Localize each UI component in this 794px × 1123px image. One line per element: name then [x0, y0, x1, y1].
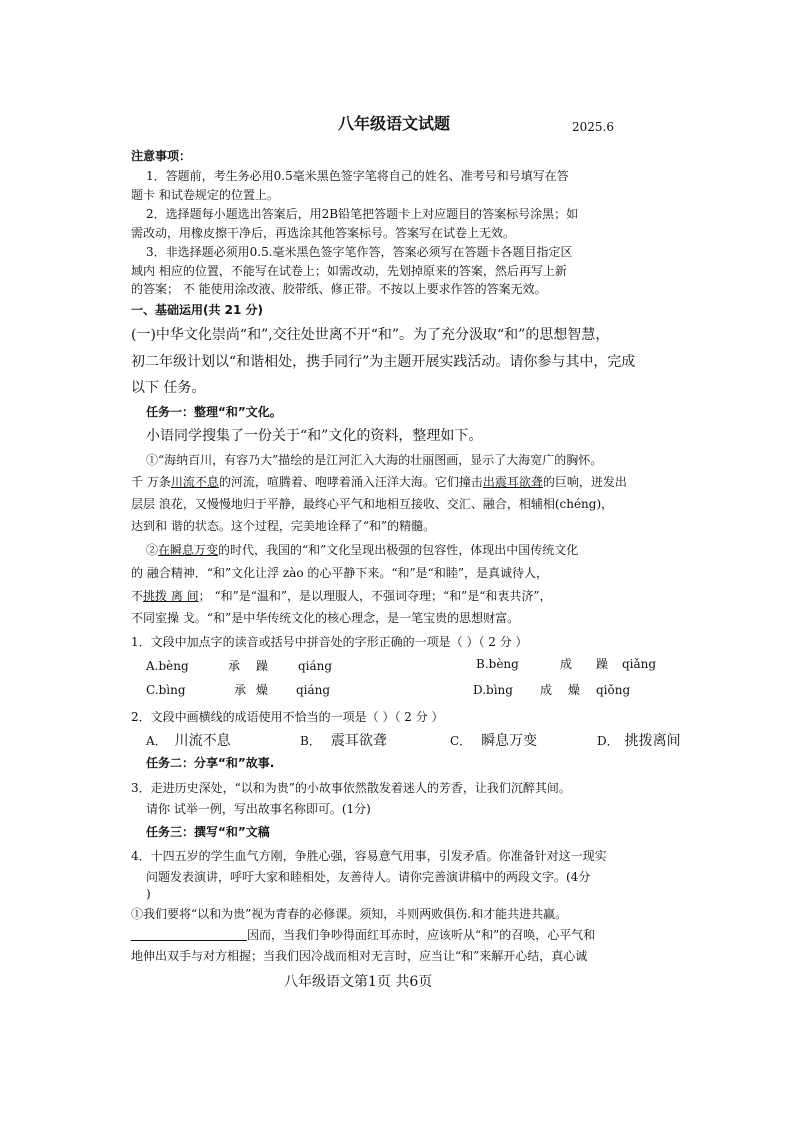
- option-letter: B.bèng: [476, 657, 519, 671]
- passage-line: ①“海纳百川，有容乃大”描绘的是江河汇入大海的壮丽图画，显示了大海宽广的胸怀。: [146, 453, 603, 467]
- question-stem: 4．十四五岁的学生血气方刚，争胜心强，容易意气用事，引发矛盾。你准备针对这一现实: [131, 849, 607, 863]
- notice-line: 的答案； 不 能使用涂改液、胶带纸、修正带。不按以上要求作答的答案无效。: [131, 282, 547, 296]
- answer-blank[interactable]: [131, 928, 247, 941]
- page-footer: 八年级语文第1页 共6页: [284, 974, 433, 990]
- passage-line: [146, 542, 578, 558]
- notice-line: 题卡 和试卷规定的位置上。: [131, 188, 279, 202]
- underlined-idiom: 挑拨 离 间: [143, 589, 199, 603]
- question-stem: 2．文段中画横线的成语使用不恰当的一项是（ ）（ 2 分 ）: [131, 710, 444, 724]
- q1-option-a: [146, 658, 189, 674]
- option-pinyin: qiáng: [296, 683, 331, 697]
- question-stem: 问题发表演讲，呼吁大家和睦相处，友善待人。请你完善演讲稿中的两段文字。(4分: [146, 870, 591, 884]
- speech-line: [131, 927, 595, 943]
- passage-line: 不同室操 戈。“和”是中华传统文化的核心理念，是一笔宝贵的思想财富。: [131, 611, 520, 625]
- task-intro: 小语同学搜集了一份关于“和”文化的资料，整理如下。: [146, 428, 483, 444]
- option-text: 挑拨离间: [624, 733, 681, 749]
- option-letter: D．: [597, 734, 619, 748]
- passage-text: 的时代，我国的“和”文化呈现出极强的包容性，体现出中国传统文化: [218, 543, 579, 557]
- passage-text: 的巨响，迸发出: [542, 475, 627, 489]
- page-title: 八年级语文试题: [338, 114, 451, 133]
- task-heading: 任务二：分享“和”故事.: [146, 756, 275, 770]
- q1-option-c: [146, 682, 186, 698]
- option-char: 躁: [256, 659, 269, 673]
- notice-line: 1．答题前，考生务必用0.5毫米黑色签字笔将自己的姓名、准考号和号填写在答: [146, 169, 569, 183]
- option-letter: C.bìng: [146, 683, 186, 697]
- q1-option-b: [476, 656, 519, 672]
- option-char: 燥: [256, 683, 269, 697]
- notice-line: 2．选择题每小题选出答案后，用2B铅笔把答题卡上对应题目的答案标号涂黑；如: [146, 207, 579, 221]
- notice-line: 3．非选择题必须用0.5.毫米黑色签字笔作答，答案必须写在答题卡各题目指定区: [146, 245, 573, 259]
- passage-text: 千 万条: [131, 475, 171, 489]
- passage-line: 的 融合精神．“和”文化让浮 zào 的心平静下来。“和”是“和睦”，是真诚待人，: [131, 566, 548, 580]
- option-text: 瞬息万变: [481, 733, 538, 749]
- notice-heading: 注意事项：: [131, 149, 192, 163]
- passage-line: 层层 浪花，又慢慢地归于平静，最终心平气和地相互接收、交汇、融合，相辅相(chéng)，: [131, 497, 614, 511]
- underlined-idiom: 在瞬息万变: [158, 543, 219, 557]
- option-char: 成: [560, 657, 573, 671]
- passage-text: ②: [146, 543, 159, 557]
- passage-line: [131, 588, 552, 604]
- notice-line: 需改动，用橡皮擦干净后，再选涂其他答案标号。答案写在试卷上无效。: [131, 226, 516, 240]
- section-heading: 一、基础运用(共 21 分): [131, 303, 264, 317]
- option-text: 川流不息: [174, 733, 231, 749]
- question-stem: 请你 试举一例，写出故事名称即可。(1分): [146, 802, 371, 816]
- section-intro: 以下 任务。: [131, 380, 206, 396]
- q2-option-c: [450, 732, 537, 750]
- q1-option-d: [473, 682, 513, 698]
- option-char: 承: [234, 683, 247, 697]
- question-stem: 1．文段中加点字的读音或括号中拼音处的字形正确的一项是（ ）（ 2 分 ）: [131, 635, 528, 649]
- option-text: 震耳欲聋: [330, 733, 387, 749]
- speech-text: 因而，当我们争吵得面红耳赤时，应该听从“和”的召唤，心平气和: [247, 928, 596, 942]
- speech-line: 地伸出双手与对方相握；当我们因冷战而相对无言时，应当让“和”来解开心结，真心诚: [131, 949, 588, 963]
- question-stem: 3．走进历史深处，“以和为贵”的小故事依然散发着迷人的芳香，让我们沉醉其间。: [131, 781, 571, 795]
- q2-option-a: [146, 732, 231, 750]
- speech-line: ①我们要将“以和为贵”视为青春的必修课。须知，斗则两败俱伤.和才能共进共赢。: [131, 907, 568, 921]
- task-heading: 任务三：撰写“和”文稿: [146, 825, 270, 839]
- option-pinyin: qiǎng: [622, 657, 657, 671]
- option-letter: D.bìng: [473, 683, 513, 697]
- option-pinyin: qiǒng: [596, 683, 631, 697]
- notice-line: 域内 相应的位置，不能写在试卷上；如需改动，先划掉原来的答案，然后再写上新: [131, 264, 567, 278]
- option-char: 燥: [568, 683, 581, 697]
- question-stem: ): [146, 887, 151, 901]
- underlined-idiom: 川流不息: [170, 475, 219, 489]
- section-intro: (一)中华文化崇尚“和”,交往处世离不开“和”。为了充分汲取“和”的思想智慧，: [131, 327, 610, 343]
- task-heading: 任务一：整理“和”文化。: [146, 405, 282, 419]
- option-char: 成: [540, 683, 553, 697]
- q2-option-d: [597, 732, 681, 750]
- option-letter: B．: [300, 734, 321, 748]
- option-letter: A．: [146, 734, 167, 748]
- passage-text: 的河流，喧腾着、咆哮着涌入汪洋大海。它们撞击: [218, 475, 483, 489]
- passage-text: ； “和”是“温和”，是以理服人，不强词夺理；“和”是“和衷共济”，: [198, 589, 552, 603]
- exam-date: 2025.6: [572, 120, 614, 134]
- passage-line: 达到和 谐的状态。这个过程，完美地诠释了“和”的精髓。: [131, 519, 436, 533]
- option-char: 承: [228, 659, 241, 673]
- section-intro: 初二年级计划以“和谐相处，携手同行”为主题开展实践活动。请你参与其中，完成: [131, 354, 636, 370]
- passage-text: 不: [131, 589, 144, 603]
- option-letter: A.bèng: [146, 659, 189, 673]
- passage-line: [131, 474, 627, 490]
- option-letter: C．: [450, 734, 472, 748]
- option-char: 躁: [596, 657, 609, 671]
- q2-option-b: [300, 732, 387, 750]
- underlined-idiom: 出震耳欲聋: [482, 475, 543, 489]
- option-pinyin: qiáng: [298, 659, 333, 673]
